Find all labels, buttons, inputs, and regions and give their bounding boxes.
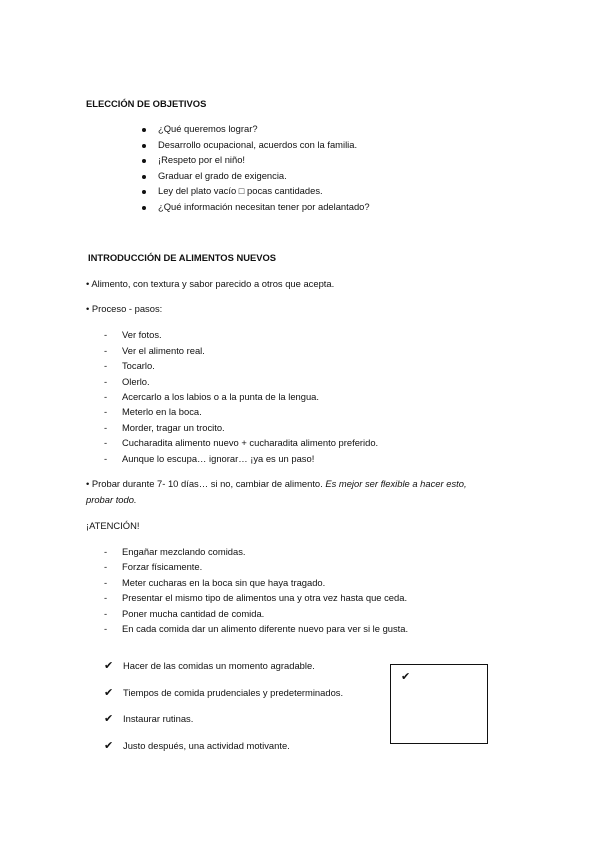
checkmark-icon: ✔ — [104, 686, 114, 699]
list-item: Hacer de las comidas un momento agradable. — [123, 660, 315, 671]
dash-marker: - — [104, 422, 108, 433]
bullet-dot — [142, 159, 146, 163]
list-item: Poner mucha cantidad de comida. — [122, 608, 265, 619]
dash-marker: - — [104, 623, 108, 634]
list-item: Morder, tragar un trocito. — [122, 422, 225, 433]
dash-marker: - — [104, 546, 108, 557]
list-item: Tiempos de comida prudenciales y predeterminados. — [123, 687, 344, 698]
heading-atencion: ¡ATENCIÓN! — [86, 520, 140, 531]
dash-marker: - — [104, 391, 108, 402]
dash-marker: - — [104, 608, 108, 619]
list-item: Cucharadita alimento nuevo + cucharadita alimento preferido. — [122, 437, 379, 448]
list-item: Olerlo. — [122, 376, 150, 387]
bullet-dot — [142, 144, 146, 148]
dash-marker: - — [104, 345, 108, 356]
checkmark-icon: ✔ — [104, 712, 114, 725]
list-item: Acercarlo a los labios o a la punta de la lengua. — [122, 391, 320, 402]
checkmark-icon: ✔ — [104, 739, 114, 752]
heading-eleccion-objetivos: ELECCIÓN DE OBJETIVOS — [86, 98, 207, 109]
list-item: Ver el alimento real. — [122, 345, 205, 356]
dash-marker: - — [104, 406, 108, 417]
list-item: Justo después, una actividad motivante. — [123, 740, 290, 751]
bullet-dot — [142, 128, 146, 132]
paragraph-proceso: • Proceso - pasos: — [86, 303, 163, 314]
list-item: Forzar físicamente. — [122, 561, 203, 572]
list-item: Presentar el mismo tipo de alimentos una y otra vez hasta que ceda. — [122, 592, 408, 603]
list-item: ¡Respeto por el niño! — [158, 154, 246, 165]
list-item: Graduar el grado de exigencia. — [158, 170, 287, 181]
paragraph-probar — [86, 478, 467, 490]
list-item: ¿Qué información necesitan tener por adelantado? — [158, 201, 370, 212]
list-item: ¿Qué queremos lograr? — [158, 123, 258, 134]
checkmark-icon: ✔ — [401, 670, 411, 683]
list-item: Meter cucharas en la boca sin que haya tragado. — [122, 577, 326, 588]
bullet-dot — [142, 175, 146, 179]
dash-marker: - — [104, 360, 108, 371]
list-item: Tocarlo. — [122, 360, 155, 371]
dash-marker: - — [104, 592, 108, 603]
dash-marker: - — [104, 329, 108, 340]
dash-marker: - — [104, 376, 108, 387]
paragraph-probar-italic: Es mejor ser flexible a hacer esto, — [325, 478, 467, 489]
dash-marker: - — [104, 453, 108, 464]
checkbox-frame — [390, 664, 488, 744]
dash-marker: - — [104, 577, 108, 588]
list-item: Desarrollo ocupacional, acuerdos con la familia. — [158, 139, 358, 150]
list-item: Ver fotos. — [122, 329, 162, 340]
list-item: Aunque lo escupa… ignorar… ¡ya es un paso! — [122, 453, 315, 464]
heading-introduccion-alimentos: INTRODUCCIÓN DE ALIMENTOS NUEVOS — [88, 252, 277, 263]
list-item: Ley del plato vacío □ pocas cantidades. — [158, 185, 323, 196]
dash-marker: - — [104, 561, 108, 572]
list-item: Instaurar rutinas. — [123, 713, 194, 724]
list-item: En cada comida dar un alimento diferente nuevo para ver si le gusta. — [122, 623, 409, 634]
checkmark-icon: ✔ — [104, 659, 114, 672]
bullet-dot — [142, 190, 146, 194]
list-item: Meterlo en la boca. — [122, 406, 202, 417]
paragraph-alimento: • Alimento, con textura y sabor parecido a otros que acepta. — [86, 278, 335, 289]
dash-marker: - — [104, 437, 108, 448]
bullet-dot — [142, 206, 146, 210]
paragraph-probar-normal: • Probar durante 7- 10 días… si no, cambiar de alimento. — [86, 478, 323, 489]
paragraph-probar-italic-cont: probar todo. — [86, 494, 137, 505]
list-item: Engañar mezclando comidas. — [122, 546, 246, 557]
